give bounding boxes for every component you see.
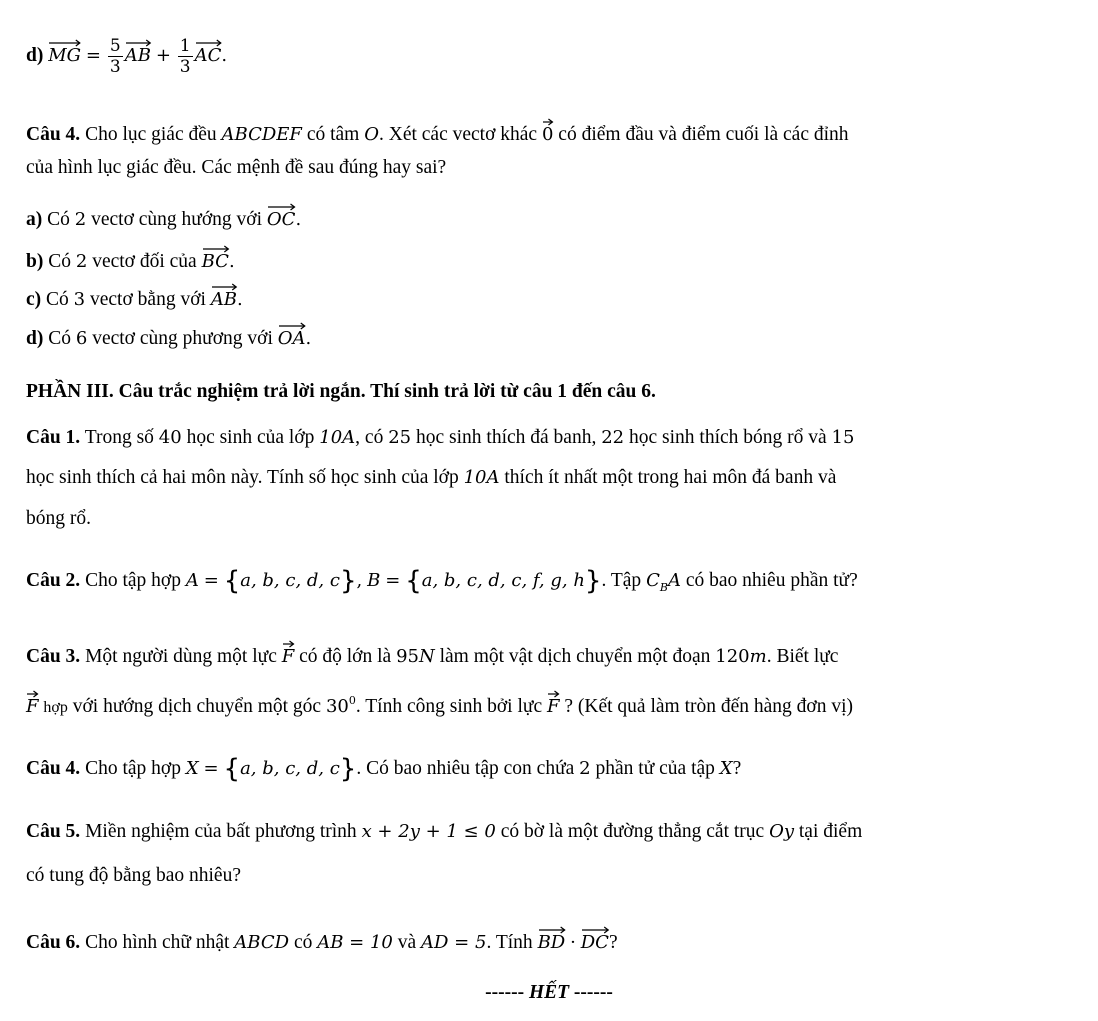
statement-a: a) Có 2 vectơ cùng hướng với OC.: [26, 203, 301, 231]
short-question-5: Câu 5. Miền nghiệm của bất phương trình x + 2y + 1 ≤ 0 có bờ là một đường thẳng cắt trục Oy tại điểm: [26, 821, 863, 842]
vector-ab: AB: [125, 39, 151, 66]
vector-arrow-icon: [267, 203, 296, 211]
question-4-line-2: của hình lục giác đều. Các mệnh đề sau đúng hay sai?: [26, 157, 447, 178]
vector-bd: BD: [538, 926, 566, 953]
vector-ac: AC: [195, 39, 222, 66]
vector-arrow-icon: [125, 39, 151, 47]
vector-arrow-icon: [282, 640, 295, 648]
fraction: $\frac{5}{3}$: [109, 36, 121, 77]
vector-arrow-icon: [278, 322, 306, 330]
short-question-1-line-2: học sinh thích cả hai môn này. Tính số học sinh của lớp 10A thích ít nhất một trong hai môn đá banh và: [26, 467, 837, 488]
statement-b: b) Có 2 vectơ đối của BC.: [26, 245, 235, 273]
vector-arrow-icon: [547, 690, 560, 698]
vector-arrow-icon: [48, 39, 81, 47]
zero-vector: 0: [542, 118, 553, 145]
vector-arrow-icon: [581, 926, 609, 934]
short-question-2: Câu 2. Cho tập hợp A = {a, b, c, d, c}, B = {a, b, c, d, c, f, g, h}. Tập $C_BA$ có bao nhiêu phần tử?: [26, 566, 858, 596]
vector-mg: MG: [48, 39, 81, 66]
short-question-1: Câu 1. Trong số 40 học sinh của lớp 10A, có 25 học sinh thích đá banh, 22 học sinh thích bóng rổ và 15: [26, 427, 855, 448]
item-d-vector-identity: d) MG = $\frac{5}{3}$ AB + $\frac{1}{3}$ AC.: [26, 36, 228, 77]
vector-arrow-icon: [542, 118, 553, 126]
vector-dc: DC: [581, 926, 609, 953]
short-question-3: Câu 3. Một người dùng một lực F có độ lớn là 95N làm một vật dịch chuyển một đoạn 120m. Biết lực: [26, 640, 838, 668]
vector-arrow-icon: [202, 245, 229, 253]
statement-d: d) Có 6 vectơ cùng phương với OA.: [26, 322, 311, 350]
end-marker: ------ HẾT ------: [485, 982, 613, 1003]
vector-arrow-icon: [195, 39, 222, 47]
short-question-1-line-3: bóng rổ.: [26, 508, 91, 529]
short-question-3-line-2: F hợp với hướng dịch chuyển một góc $30^0$. Tính công sinh bởi lực F ? (Kết quả làm tròn đến hàng đơn vị): [26, 690, 853, 718]
short-question-5-line-2: có tung độ bằng bao nhiêu?: [26, 865, 241, 886]
question-4-hexagon: Câu 4. Cho lục giác đều ABCDEF có tâm O. Xét các vectơ khác 0 có điểm đầu và điểm cuối là các đỉnh: [26, 118, 849, 146]
force-vector: F: [282, 640, 295, 667]
short-question-4: Câu 4. Cho tập hợp X = {a, b, c, d, c}. Có bao nhiêu tập con chứa 2 phần tử của tập X?: [26, 754, 742, 784]
short-question-6: Câu 6. Cho hình chữ nhật ABCD có AB = 10 và AD = 5. Tính BD · DC?: [26, 926, 618, 954]
vector-arrow-icon: [211, 283, 237, 291]
vector-arrow-icon: [26, 690, 39, 698]
statement-c: c) Có 3 vectơ bằng với AB.: [26, 283, 243, 311]
vector-arrow-icon: [538, 926, 566, 934]
section-3-heading: PHẦN III. Câu trắc nghiệm trả lời ngắn. Thí sinh trả lời từ câu 1 đến câu 6.: [26, 381, 656, 402]
fraction: $\frac{1}{3}$: [179, 36, 191, 77]
